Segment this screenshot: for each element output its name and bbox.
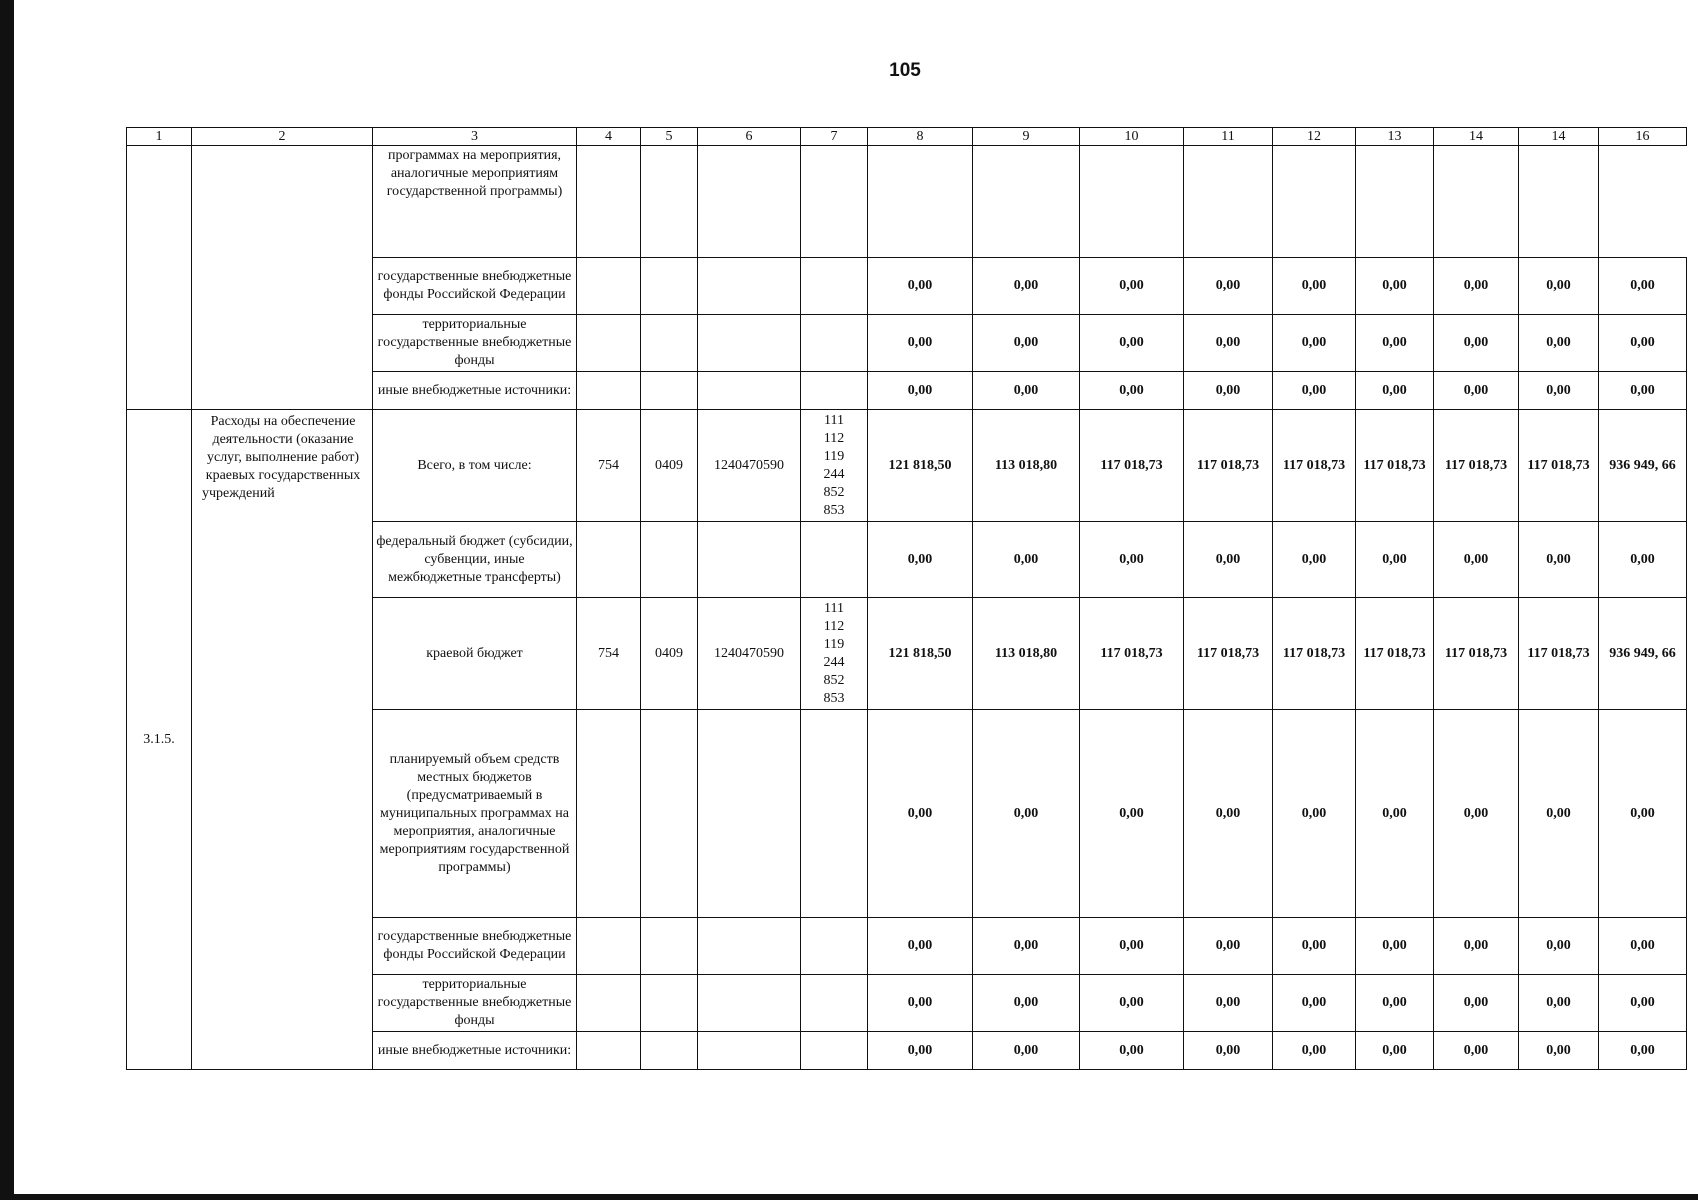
grbs-cell: 754 bbox=[577, 410, 641, 522]
table-row bbox=[127, 410, 1687, 522]
value-cell: 0,00 bbox=[973, 522, 1080, 598]
header-cell: 1 bbox=[127, 128, 192, 146]
value-cell: 0,00 bbox=[1599, 372, 1687, 410]
grbs-cell: 754 bbox=[577, 598, 641, 710]
row-number-cell bbox=[127, 146, 192, 410]
value-cell: 0,00 bbox=[1080, 710, 1184, 918]
value-cell: 0,00 bbox=[973, 258, 1080, 315]
source-label: иные внебюджетные источники: bbox=[373, 372, 577, 410]
value-cell: 0,00 bbox=[1356, 315, 1434, 372]
source-label: федеральный бюджет (субсидии, субвенции, иные межбюджетные трансферты) bbox=[373, 522, 577, 598]
value-cell: 0,00 bbox=[1184, 1032, 1273, 1070]
value-cell: 0,00 bbox=[1356, 710, 1434, 918]
value-cell: 0,00 bbox=[1184, 918, 1273, 975]
value-cell: 0,00 bbox=[1434, 1032, 1519, 1070]
value-cell: 0,00 bbox=[1184, 315, 1273, 372]
value-cell: 0,00 bbox=[1519, 258, 1599, 315]
description-cell bbox=[192, 146, 373, 410]
rzpr-cell: 0409 bbox=[641, 410, 698, 522]
value-cell: 0,00 bbox=[973, 315, 1080, 372]
source-label: государственные внебюджетные фонды Российской Федерации bbox=[373, 258, 577, 315]
description-cell: Расходы на обеспечение деятельности (оказание услуг, выполнение работ) краевых государственных учреждений bbox=[192, 410, 373, 1070]
vr-cell bbox=[801, 410, 868, 522]
value-cell: 117 018,73 bbox=[1184, 410, 1273, 522]
source-label: территориальные государственные внебюджетные фонды bbox=[373, 315, 577, 372]
value-cell: 0,00 bbox=[868, 315, 973, 372]
vr-code: 244 bbox=[823, 466, 845, 482]
value-cell: 0,00 bbox=[1434, 522, 1519, 598]
vr-code: 112 bbox=[823, 618, 845, 634]
value-cell: 0,00 bbox=[1080, 1032, 1184, 1070]
value-cell: 0,00 bbox=[1356, 522, 1434, 598]
vr-code: 852 bbox=[823, 484, 845, 500]
value-cell: 0,00 bbox=[1519, 372, 1599, 410]
value-cell: 0,00 bbox=[1273, 372, 1356, 410]
value-cell: 0,00 bbox=[1599, 1032, 1687, 1070]
vr-code: 853 bbox=[823, 502, 845, 518]
value-cell: 0,00 bbox=[1184, 258, 1273, 315]
value-cell: 0,00 bbox=[868, 1032, 973, 1070]
source-label: Всего, в том числе: bbox=[373, 410, 577, 522]
vr-cell bbox=[801, 598, 868, 710]
vr-code: 111 bbox=[824, 412, 844, 428]
value-cell: 117 018,73 bbox=[1434, 598, 1519, 710]
value-cell: 0,00 bbox=[1080, 522, 1184, 598]
source-label: программах на мероприятия, аналогичные мероприятиям государственной программы) bbox=[373, 146, 577, 258]
value-cell: 0,00 bbox=[1184, 710, 1273, 918]
value-cell: 117 018,73 bbox=[1273, 598, 1356, 710]
value-cell: 0,00 bbox=[1599, 918, 1687, 975]
csr-cell: 1240470590 bbox=[698, 598, 801, 710]
row-number-cell: 3.1.5. bbox=[127, 410, 192, 1070]
value-cell: 117 018,73 bbox=[1080, 410, 1184, 522]
value-cell: 0,00 bbox=[1434, 918, 1519, 975]
value-cell: 0,00 bbox=[1184, 372, 1273, 410]
budget-table bbox=[126, 127, 1687, 1070]
value-cell: 0,00 bbox=[1519, 1032, 1599, 1070]
rzpr-cell: 0409 bbox=[641, 598, 698, 710]
source-label: государственные внебюджетные фонды Российской Федерации bbox=[373, 918, 577, 975]
value-cell: 117 018,73 bbox=[1434, 410, 1519, 522]
value-cell: 0,00 bbox=[868, 258, 973, 315]
value-cell: 117 018,73 bbox=[1080, 598, 1184, 710]
vr-code: 119 bbox=[823, 636, 845, 652]
value-cell: 936 949, 66 bbox=[1599, 410, 1687, 522]
vr-code: 111 bbox=[824, 600, 844, 616]
header-cell: 6 bbox=[698, 128, 801, 146]
header-cell: 13 bbox=[1356, 128, 1434, 146]
value-cell: 0,00 bbox=[1080, 258, 1184, 315]
value-cell: 121 818,50 bbox=[868, 410, 973, 522]
value-cell: 0,00 bbox=[868, 918, 973, 975]
value-cell: 0,00 bbox=[1356, 372, 1434, 410]
value-cell: 0,00 bbox=[1434, 258, 1519, 315]
value-cell: 113 018,80 bbox=[973, 598, 1080, 710]
vr-code: 112 bbox=[823, 430, 845, 446]
value-cell: 0,00 bbox=[973, 975, 1080, 1032]
value-cell: 0,00 bbox=[1434, 975, 1519, 1032]
csr-cell: 1240470590 bbox=[698, 410, 801, 522]
value-cell: 117 018,73 bbox=[1519, 410, 1599, 522]
value-cell: 0,00 bbox=[1273, 918, 1356, 975]
header-cell: 7 bbox=[801, 128, 868, 146]
header-cell: 9 bbox=[973, 128, 1080, 146]
value-cell: 0,00 bbox=[868, 372, 973, 410]
scan-edge-left bbox=[0, 0, 14, 1200]
scan-edge-bottom bbox=[0, 1194, 1698, 1200]
value-cell: 0,00 bbox=[1273, 710, 1356, 918]
value-cell: 0,00 bbox=[973, 1032, 1080, 1070]
value-cell: 0,00 bbox=[1434, 315, 1519, 372]
value-cell: 0,00 bbox=[1080, 315, 1184, 372]
value-cell: 0,00 bbox=[1599, 710, 1687, 918]
value-cell: 0,00 bbox=[1599, 975, 1687, 1032]
value-cell: 117 018,73 bbox=[1273, 410, 1356, 522]
source-label: краевой бюджет bbox=[373, 598, 577, 710]
vr-code: 244 bbox=[823, 654, 845, 670]
value-cell: 113 018,80 bbox=[973, 410, 1080, 522]
value-cell: 117 018,73 bbox=[1519, 598, 1599, 710]
header-row bbox=[127, 128, 1687, 146]
value-cell: 0,00 bbox=[1273, 522, 1356, 598]
value-cell: 121 818,50 bbox=[868, 598, 973, 710]
header-cell: 11 bbox=[1184, 128, 1273, 146]
value-cell: 0,00 bbox=[1434, 710, 1519, 918]
value-cell: 0,00 bbox=[868, 710, 973, 918]
header-cell: 3 bbox=[373, 128, 577, 146]
value-cell: 0,00 bbox=[973, 918, 1080, 975]
value-cell: 0,00 bbox=[1519, 918, 1599, 975]
value-cell: 0,00 bbox=[1599, 315, 1687, 372]
value-cell: 0,00 bbox=[868, 975, 973, 1032]
value-cell: 117 018,73 bbox=[1356, 410, 1434, 522]
header-cell: 16 bbox=[1599, 128, 1687, 146]
value-cell: 936 949, 66 bbox=[1599, 598, 1687, 710]
value-cell: 0,00 bbox=[1080, 975, 1184, 1032]
value-cell: 0,00 bbox=[1519, 315, 1599, 372]
header-cell: 10 bbox=[1080, 128, 1184, 146]
value-cell: 0,00 bbox=[1184, 522, 1273, 598]
value-cell: 0,00 bbox=[1519, 710, 1599, 918]
value-cell: 117 018,73 bbox=[1184, 598, 1273, 710]
header-cell: 2 bbox=[192, 128, 373, 146]
source-label: планируемый объем средств местных бюджетов (предусматриваемый в муниципальных программах на мероприятия, аналогичные мероприятиям государственной программы) bbox=[373, 710, 577, 918]
value-cell: 0,00 bbox=[1184, 975, 1273, 1032]
value-cell: 0,00 bbox=[1599, 522, 1687, 598]
page-number: 105 bbox=[889, 60, 921, 81]
value-cell: 0,00 bbox=[1080, 918, 1184, 975]
value-cell: 0,00 bbox=[1356, 258, 1434, 315]
value-cell: 0,00 bbox=[1356, 918, 1434, 975]
value-cell: 0,00 bbox=[1599, 258, 1687, 315]
value-cell: 0,00 bbox=[1434, 372, 1519, 410]
header-cell: 14 bbox=[1434, 128, 1519, 146]
header-cell: 5 bbox=[641, 128, 698, 146]
value-cell: 0,00 bbox=[973, 710, 1080, 918]
value-cell: 0,00 bbox=[1273, 975, 1356, 1032]
header-cell: 14 bbox=[1519, 128, 1599, 146]
header-cell: 4 bbox=[577, 128, 641, 146]
value-cell: 0,00 bbox=[973, 372, 1080, 410]
value-cell: 0,00 bbox=[1273, 258, 1356, 315]
value-cell: 0,00 bbox=[1356, 1032, 1434, 1070]
vr-code: 852 bbox=[823, 672, 845, 688]
header-cell: 8 bbox=[868, 128, 973, 146]
vr-code: 119 bbox=[823, 448, 845, 464]
value-cell: 0,00 bbox=[1519, 522, 1599, 598]
value-cell: 0,00 bbox=[1273, 315, 1356, 372]
value-cell: 0,00 bbox=[1080, 372, 1184, 410]
value-cell: 0,00 bbox=[1273, 1032, 1356, 1070]
value-cell: 117 018,73 bbox=[1356, 598, 1434, 710]
source-label: иные внебюджетные источники: bbox=[373, 1032, 577, 1070]
value-cell: 0,00 bbox=[1356, 975, 1434, 1032]
value-cell: 0,00 bbox=[1519, 975, 1599, 1032]
vr-code: 853 bbox=[823, 690, 845, 706]
source-label: территориальные государственные внебюджетные фонды bbox=[373, 975, 577, 1032]
table-row bbox=[127, 146, 1687, 258]
value-cell: 0,00 bbox=[868, 522, 973, 598]
header-cell: 12 bbox=[1273, 128, 1356, 146]
